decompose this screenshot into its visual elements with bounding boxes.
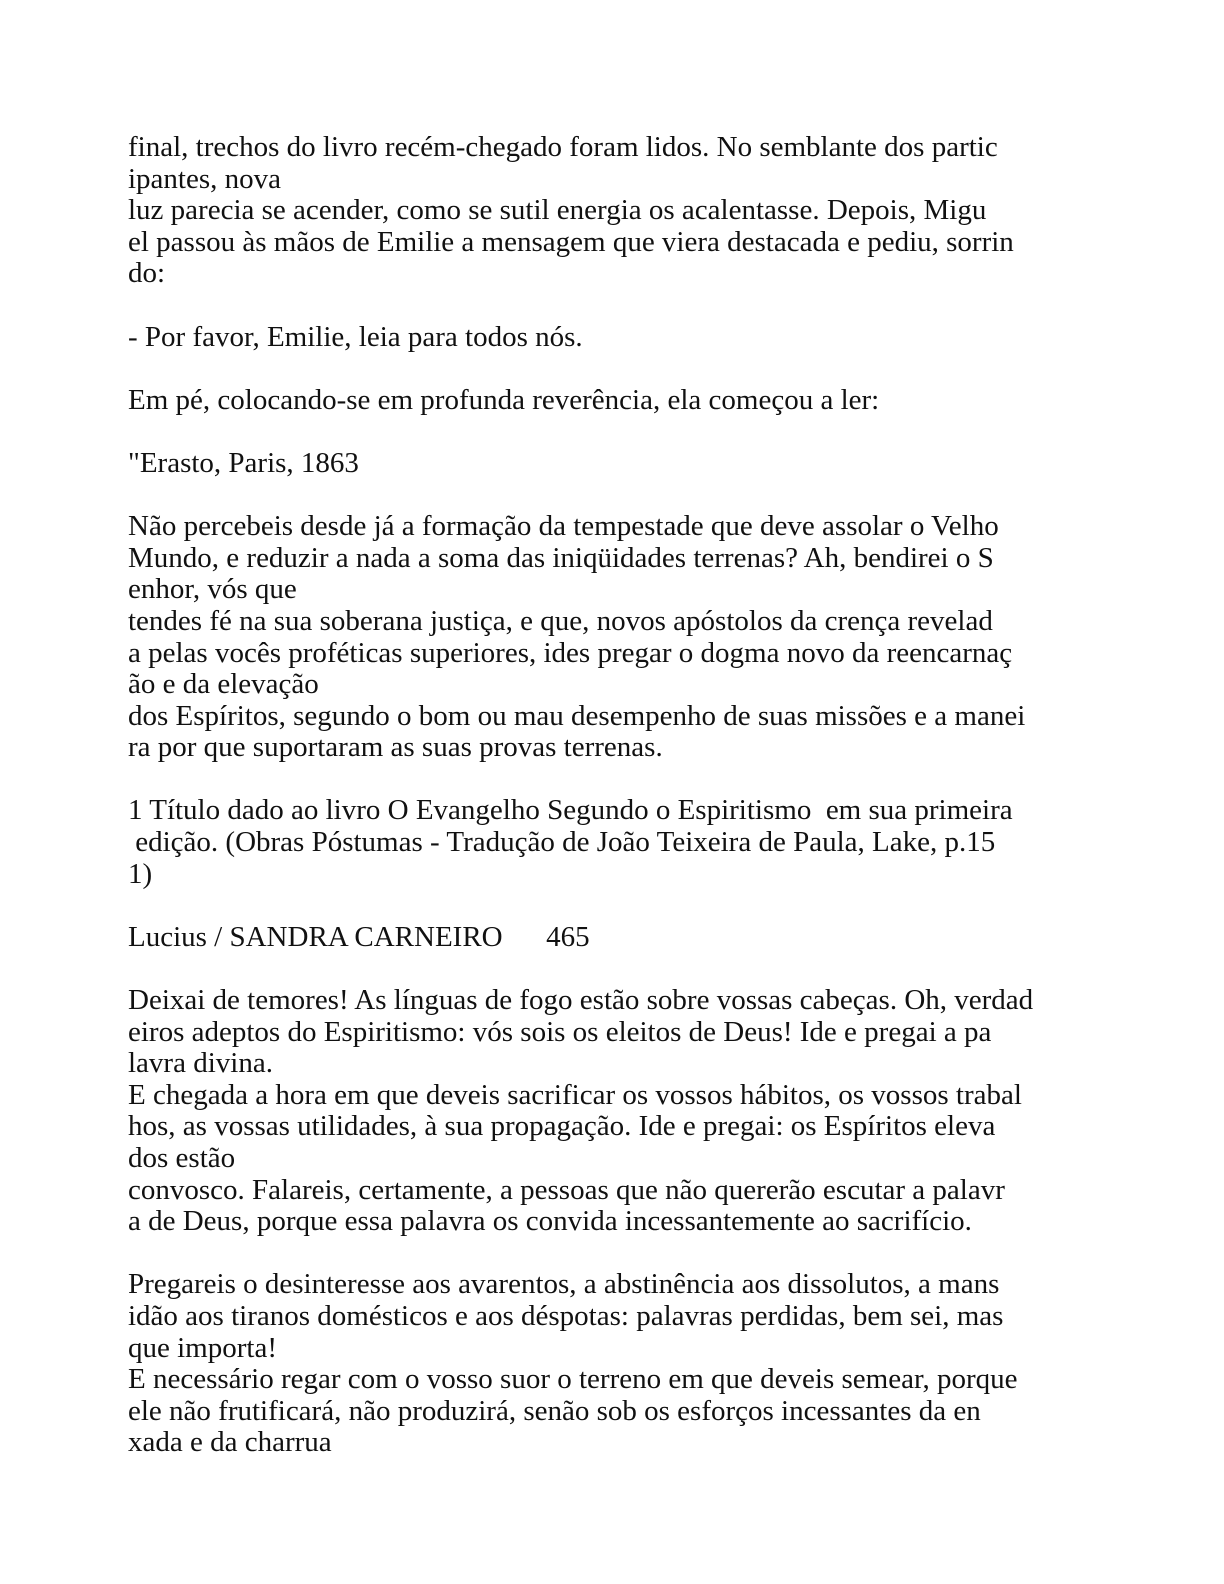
paragraph-gap (128, 764, 1128, 796)
document-page (128, 132, 1128, 1459)
text-line: final, trechos do livro recém-chegado foram lidos. No semblante dos partic (128, 131, 998, 163)
text-line: eiros adeptos do Espiritismo: vós sois os eleitos de Deus! Ide e pregai a pa (128, 1015, 992, 1048)
text-line: ão e da elevação (128, 668, 319, 701)
text-line: "Erasto, Paris, 1863 (128, 446, 359, 479)
text-line: ele não frutificará, não produzirá, senão sob os esforços incessantes da en (128, 1394, 981, 1427)
footnote (128, 795, 1128, 890)
text-line: tendes fé na sua soberana justiça, e que, novos apóstolos da crença revelad (128, 604, 993, 637)
text-line: ipantes, nova (128, 162, 282, 195)
text-line: a pelas vocês proféticas superiores, ides pregar o dogma novo da reencarnaç (128, 636, 1013, 669)
text-line: edição. (Obras Póstumas - Tradução de João Teixeira de Paula, Lake, p.15 (128, 826, 996, 859)
paragraph-gap (128, 953, 1128, 985)
paragraph-gap (128, 890, 1128, 922)
paragraph-message-heading (128, 448, 1128, 480)
text-line: enhor, vós que (128, 573, 297, 606)
text-line: do: (128, 257, 166, 290)
paragraph-gap (128, 290, 1128, 322)
paragraph-gap (128, 1238, 1128, 1270)
text-line: Não percebeis desde já a formação da tempestade que deve assolar o Velho (128, 510, 999, 543)
paragraph-reverence (128, 385, 1128, 417)
text-line: E chegada a hora em que deveis sacrificar os vossos hábitos, os vossos trabal (128, 1078, 1022, 1111)
paragraph-fear-not (128, 985, 1128, 1238)
text-line: Mundo, e reduzir a nada a soma das iniqüidades terrenas? Ah, bendirei o S (128, 541, 994, 574)
paragraph-dialogue (128, 322, 1128, 354)
text-line: xada e da charrua (128, 1426, 332, 1459)
text-line: lavra divina. (128, 1047, 273, 1080)
paragraph-tempest (128, 511, 1128, 764)
text-line: - Por favor, Emilie, leia para todos nós. (128, 320, 583, 353)
text-line: convosco. Falareis, certamente, a pessoas que não quererão escutar a palavr (128, 1173, 1005, 1206)
text-line: Deixai de temores! As línguas de fogo estão sobre vossas cabeças. Oh, verdad (128, 984, 1034, 1017)
text-line: dos estão (128, 1142, 236, 1174)
paragraph-gap (128, 480, 1128, 512)
text-line: Lucius / SANDRA CARNEIRO 465 (128, 920, 590, 953)
text-line: 1) (128, 857, 153, 890)
paragraph-gap (128, 416, 1128, 448)
text-line: que importa! (128, 1331, 277, 1364)
text-line: Em pé, colocando-se em profunda reverência, ela começou a ler: (128, 383, 880, 416)
text-line: a de Deus, porque essa palavra os convida incessantemente ao sacrifício. (128, 1205, 972, 1238)
paragraph-gap (128, 353, 1128, 385)
paragraph-reading-intro (128, 132, 1128, 290)
text-line: E necessário regar com o vosso suor o terreno em que deveis semear, porque (128, 1363, 1018, 1396)
text-line: el passou às mãos de Emilie a mensagem que viera destacada e pediu, sorrin (128, 225, 1014, 258)
paragraph-preaching (128, 1269, 1128, 1459)
text-line: idão aos tiranos domésticos e aos déspotas: palavras perdidas, bem sei, mas (128, 1299, 1004, 1332)
running-header (128, 922, 1128, 954)
text-line: Pregareis o desinteresse aos avarentos, a abstinência aos dissolutos, a mans (128, 1268, 1000, 1301)
text-line: luz parecia se acender, como se sutil energia os acalentasse. Depois, Migu (128, 194, 987, 227)
text-line: dos Espíritos, segundo o bom ou mau desempenho de suas missões e a manei (128, 699, 1026, 732)
text-line: hos, as vossas utilidades, à sua propagação. Ide e pregai: os Espíritos eleva (128, 1110, 996, 1143)
text-line: 1 Título dado ao livro O Evangelho Segundo o Espiritismo em sua primeira (128, 794, 1013, 827)
text-line: ra por que suportaram as suas provas terrenas. (128, 731, 663, 764)
